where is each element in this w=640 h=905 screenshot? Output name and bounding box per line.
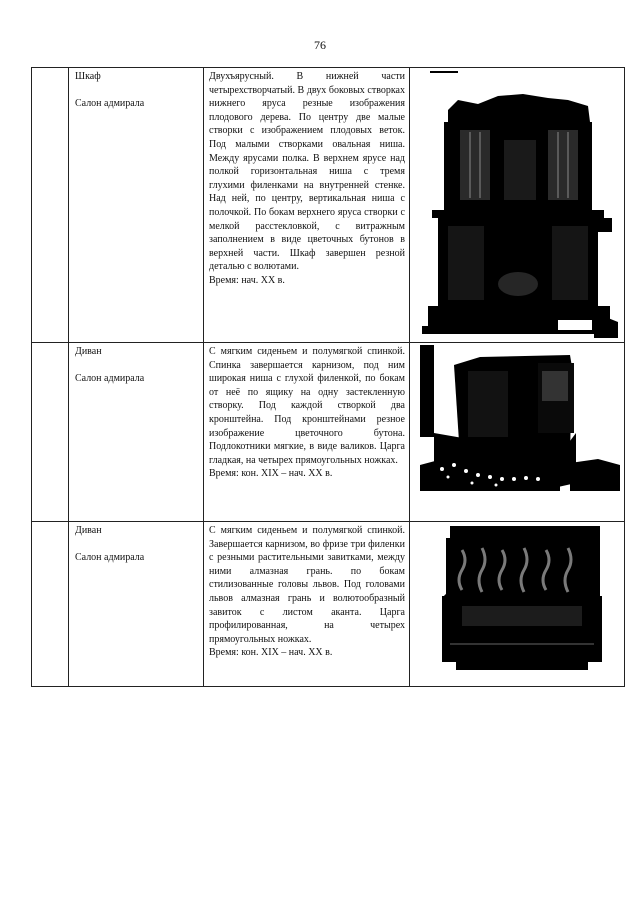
item-date: Время: кон. XIX – нач. XX в. <box>209 468 333 480</box>
row-number-cell <box>32 522 69 687</box>
item-location: Салон адмирала <box>75 372 145 384</box>
row-number-cell <box>32 343 69 522</box>
item-name: Шкаф <box>75 71 101 82</box>
item-description-cell <box>204 68 410 343</box>
table-row <box>32 343 625 522</box>
item-location: Салон адмирала <box>75 551 145 563</box>
item-description: Двухъярусный. В нижней части четырехстворчатый. В двух боковых створках нижнего яруса резные изображения плодового дерева. По центру две малые створки с изображением плодовых веток. Под малыми створками овальная ниша. Между ярусами полка. В верхнем ярусе над полкой горизонтальная ниша с тремя глухими филенками на внутренней стенке. Над ней, по центру, вертикальная ниша с полочкой. По бокам верхнего яруса створки с мелкой расстекловкой, с витражным заполнением в виде цветочных бутонов в верхней части. Шкаф завершен резной деталью с волютами. <box>209 71 405 273</box>
item-description: С мягким сиденьем и полумягкой спинкой. Спинка завершается карнизом, под ним широкая ниша с глухой филенкой, по бокам от неё по ящику на одну застекленную створку. Под каждой створкой два кронштейна. Под кронштейнами резное изображение цветочного бутона. Подлокотники мягкие, в виде валиков. Царга гладкая, на четырех прямоугольных ножках. <box>209 346 405 466</box>
item-name-cell <box>69 522 204 687</box>
item-description-cell <box>204 343 410 522</box>
row-number-cell <box>32 68 69 343</box>
item-location: Салон адмирала <box>75 97 145 109</box>
item-name: Диван <box>75 525 102 536</box>
inventory-table <box>31 67 625 687</box>
item-name-cell <box>69 68 204 343</box>
item-description-cell <box>204 522 410 687</box>
item-date: Время: кон. XIX – нач. XX в. <box>209 647 333 659</box>
sofa-photo <box>420 345 620 491</box>
carved-sofa-photo <box>442 524 602 670</box>
item-name: Диван <box>75 346 102 357</box>
cabinet-photo <box>418 70 618 338</box>
item-photo-cell <box>410 522 625 687</box>
table-row <box>32 68 625 343</box>
item-date: Время: нач. XX в. <box>209 274 285 286</box>
item-name-cell <box>69 343 204 522</box>
table-row <box>32 522 625 687</box>
item-photo-cell <box>410 68 625 343</box>
item-photo-cell <box>410 343 625 522</box>
page-number: 76 <box>314 38 326 52</box>
item-description: С мягким сиденьем и полумягкой спинкой. Завершается карнизом, во фризе три филенки с резными растительными завитками, между ними алмазная грань. по бокам стилизованные головы львов. Под головами львов алмазная грань и волютообразный завиток с листом аканта. Царга профилированная, на четырех прямоугольных ножках. <box>209 525 405 645</box>
